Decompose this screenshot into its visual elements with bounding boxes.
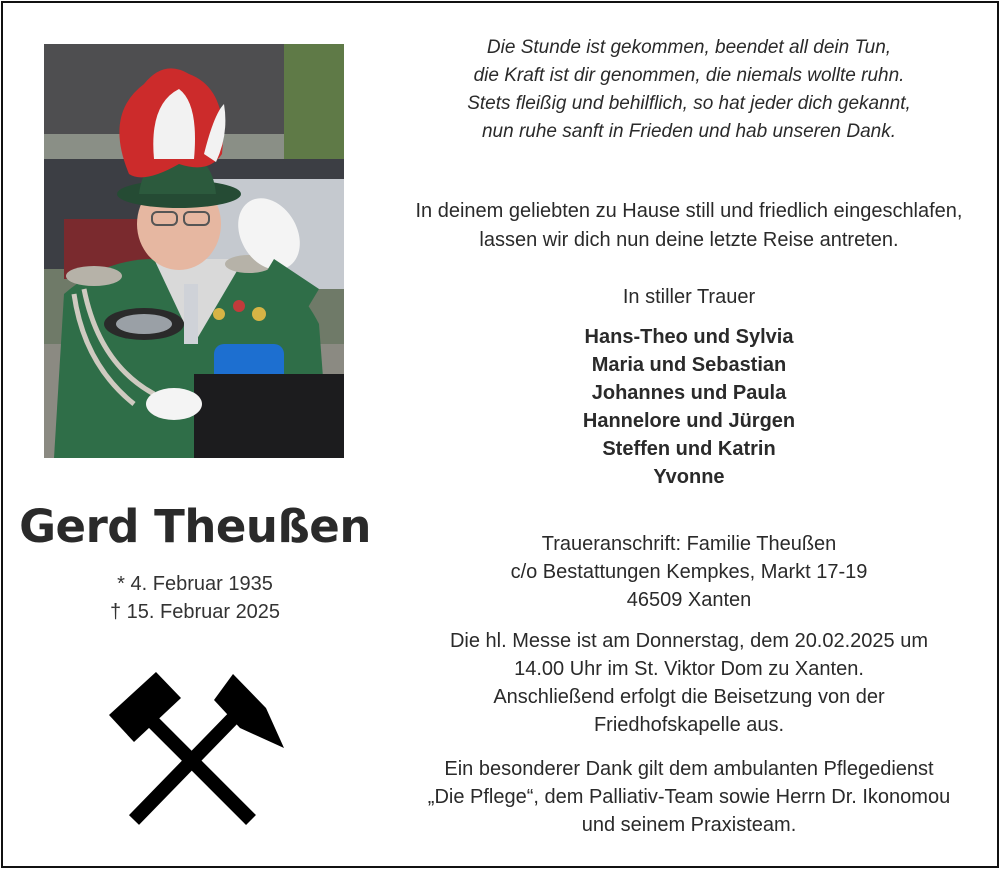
mourner: Hannelore und Jürgen (582, 410, 796, 432)
poem-line: Stets fleißig und behilflich, so hat jeder dich gekannt, (467, 93, 911, 114)
mass-line: Die hl. Messe ist am Donnerstag, dem 20.02.2025 um (449, 630, 929, 652)
birth-date: * 4. Februar 1935 (117, 573, 273, 595)
intro-text (386, 197, 992, 255)
intro-line: In deinem geliebten zu Hause still und friedlich eingeschlafen, (415, 200, 963, 222)
mourning-address (386, 530, 992, 614)
thanks-line: und seinem Praxisteam. (581, 814, 797, 836)
intro-line: lassen wir dich nun deine letzte Reise antreten. (479, 229, 899, 251)
poem-line: nun ruhe sanft in Frieden und hab unseren Dank. (481, 121, 897, 142)
mourners-list (386, 323, 992, 491)
death-date: † 15. Februar 2025 (109, 601, 281, 623)
thanks-line: Ein besonderer Dank gilt dem ambulanten Pflegedienst (444, 758, 934, 780)
mass-line: Friedhofskapelle aus. (593, 714, 785, 736)
mourner: Steffen und Katrin (602, 438, 776, 460)
hammer-and-pick-icon (106, 670, 286, 835)
life-dates (0, 570, 390, 626)
in-stiller-trauer: In stiller Trauer (622, 286, 756, 308)
mass-line: 14.00 Uhr im St. Viktor Dom zu Xanten. (514, 658, 864, 680)
poem-line: Die Stunde ist gekommen, beendet all dein Tun, (486, 37, 892, 58)
address-line: c/o Bestattungen Kempkes, Markt 17-19 (510, 561, 868, 583)
mass-info (386, 627, 992, 739)
mourner: Hans-Theo und Sylvia (584, 326, 794, 348)
thanks-line: „Die Pflege“, dem Palliativ-Team sowie Herrn Dr. Ikonomou (427, 786, 951, 808)
deceased-name: Gerd Theußen (19, 500, 371, 553)
thanks-text (386, 755, 992, 839)
portrait-photo (44, 44, 344, 458)
mourner: Maria und Sebastian (591, 354, 787, 376)
address-line: 46509 Xanten (626, 589, 752, 611)
memorial-poem (386, 34, 992, 146)
poem-line: die Kraft ist dir genommen, die niemals wollte ruhn. (473, 65, 905, 86)
mourner: Johannes und Paula (591, 382, 787, 404)
address-line: Traueranschrift: Familie Theußen (541, 533, 837, 555)
mass-line: Anschließend erfolgt die Beisetzung von der (493, 686, 885, 708)
mourner: Yvonne (653, 466, 725, 488)
